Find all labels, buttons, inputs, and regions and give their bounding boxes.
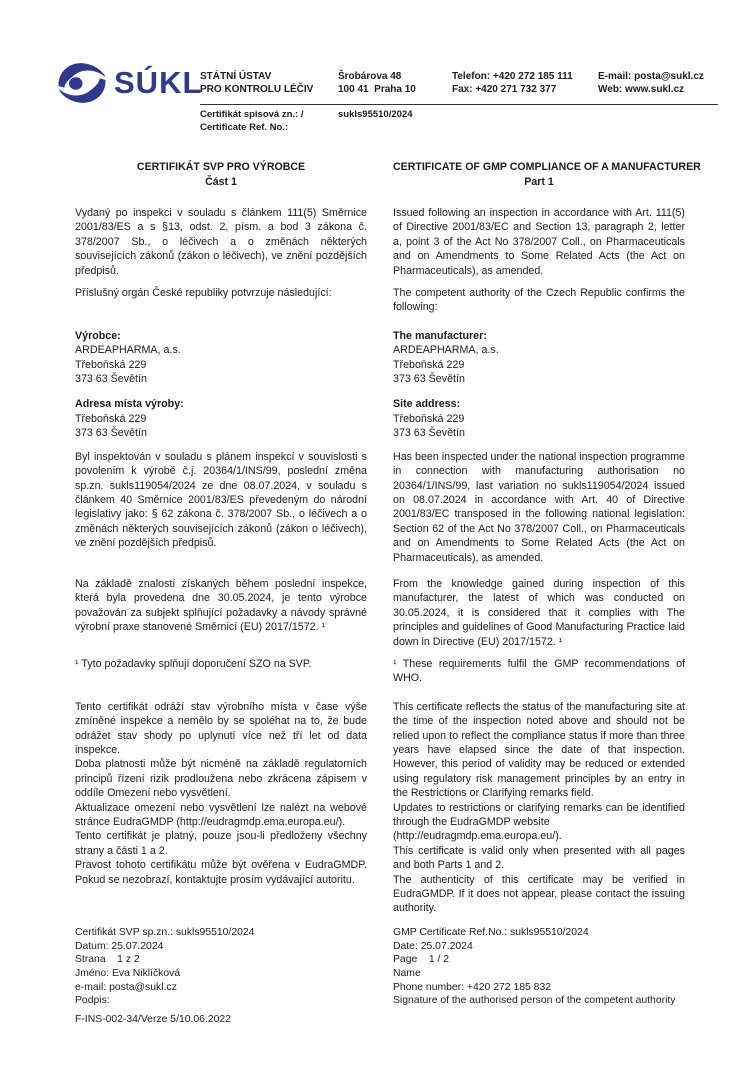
footer-email-cs: e-mail: posta@sukl.cz	[75, 981, 177, 993]
site-label-en: Site address:	[393, 398, 461, 411]
ref-number-labels	[200, 109, 303, 134]
remark-paragraph: This certificate reflects the status of the manufacturing site at the time of the inspection noted above and should not be relied upon to reflect the compliance status if more than three years have elapsed since the date of that inspection. However, this period of validity may be reduced or extended using regulatory risk management principles by an entry in the Restrictions or Clarifying remarks field.	[393, 700, 685, 800]
remark-paragraph: This certificate is valid only when presented with all pages and both Parts 1 and 2.	[393, 844, 685, 872]
manufacturer-street-cs: Třeboňská 229	[75, 358, 147, 371]
signature-footer-row	[75, 926, 685, 1008]
footer-page-en: Page 1 / 2	[393, 954, 450, 966]
fax-line: Fax: +420 271 732 377	[452, 84, 557, 95]
form-code: F-INS-002-34/Verze 5/10.06.2022	[75, 1014, 231, 1026]
remark-paragraph: Aktualizace omezení nebo vysvětlení lze nalézt na webové stránce EudraGMDP (http://eudragmdp.ema.europa.eu/).	[75, 801, 367, 829]
header-divider	[200, 104, 718, 105]
address-city: 100 41 Praha 10	[338, 84, 416, 95]
cert-title-cs: CERTIFIKÁT SVP PRO VÝROBCE	[136, 161, 306, 173]
footer-ref-en: GMP Certificate Ref.No.: sukls95510/2024	[393, 926, 589, 938]
ref-label-cs: Certifikát spisová zn.: /	[200, 109, 304, 120]
certificate-body	[75, 144, 701, 1027]
remark-paragraph: Updates to restrictions or clarifying remarks can be identified through the EudraGMDP website	[393, 801, 685, 829]
footer-name-en: Name	[393, 967, 421, 979]
sukl-swirl-eye-icon	[56, 60, 108, 106]
ref-label-en: Certificate Ref. No.:	[200, 121, 289, 133]
manufacturer-label-cs: Výrobce:	[75, 329, 121, 342]
footnote-row	[75, 657, 685, 686]
inspection-paragraph-en: Has been inspected under the national inspection programme in connection with manufacturing authorisation no 20364/1/INS/99, last variation no sukls119054/2024 issued on 08.07.2024 in accordance with Art. 40 of Directive 2001/83/EC transposed in the following national legislation: Section 62 of the Act No 378/2007 Coll., on Pharmaceuticals and on Amendments to Some Related Acts (the Act on Pharmaceuticals), as amended.	[393, 450, 685, 564]
logo-wordmark: SÚKL	[114, 65, 203, 100]
title-block-cs	[75, 160, 367, 189]
intro-row	[75, 206, 685, 278]
footer-date-en: Date: 25.07.2024	[393, 940, 473, 952]
remark-paragraph: The authenticity of this certificate may be verified in EudraGMDP. If it does not appear, please contact the issuing authority.	[393, 873, 685, 915]
part-label-cs: Část 1	[205, 175, 237, 188]
cert-title-en: CERTIFICATE OF GMP COMPLIANCE OF A MANUFACTURER	[393, 161, 701, 173]
manufacturer-block-en	[393, 329, 685, 387]
institute-name-line2: PRO KONTROLU LÉČIV	[200, 84, 314, 95]
footer-page-cs: Strana 1 z 2	[75, 954, 140, 966]
part-label-en: Part 1	[524, 175, 554, 188]
footer-signature-en: Signature of the authorised person of the competent authority	[393, 995, 676, 1007]
remarks-row	[75, 700, 685, 916]
intro-paragraph-cs: Vydaný po inspekci v souladu s článkem 111(5) Směrnice 2001/83/ES a s §13, odst. 2, písm. a bod 3 zákona č. 378/2007 Sb., o léčivech a o změnách některých souvisejících zákonů (zákon o léčivech), ve znění pozdějších předpisů.	[75, 207, 367, 277]
manufacturer-block-cs	[75, 329, 367, 387]
manufacturer-label-en: The manufacturer:	[393, 329, 487, 342]
footer-ref-cs: Certifikát SVP sp.zn.: sukls95510/2024	[75, 926, 255, 938]
footer-block-en	[393, 926, 685, 1008]
authority-statement-en: The competent authority of the Czech Republic confirms the following:	[393, 287, 685, 314]
site-city-en: 373 63 Ševětín	[393, 427, 465, 440]
institute-name-line1: STÁTNÍ ÚSTAV	[200, 71, 272, 82]
footnote-cs: ¹ Tyto požadavky splňují doporučení SZO na SVP.	[75, 657, 312, 670]
title-block-en	[393, 160, 701, 189]
site-block-en	[393, 397, 685, 440]
manufacturer-city-en: 373 63 Ševětín	[393, 373, 465, 386]
intro-paragraph-en: Issued following an inspection in accordance with Art. 111(5) of Directive 2001/83/EC and Section 13, paragraph 2, letter a, point 3 of the Act No 378/2007 Coll., on Pharmaceuticals and on Amendments to Some Related Acts (the Act on Pharmaceuticals), as amended.	[393, 207, 685, 277]
remarks-block-cs	[75, 700, 367, 916]
manufacturer-name-en: ARDEAPHARMA, a.s.	[393, 344, 499, 357]
site-city-cs: 373 63 Ševětín	[75, 427, 147, 440]
manufacturer-row	[75, 329, 685, 387]
remark-paragraph: Tento certifikát je platný, pouze jsou-li předloženy všechny strany a části 1 a 2.	[75, 830, 367, 857]
institute-name	[200, 70, 313, 96]
site-block-cs	[75, 397, 367, 440]
compliance-row	[75, 577, 685, 649]
footer-signature-cs: Podpis:	[75, 995, 110, 1007]
compliance-paragraph-cs: Na základě znalostí získaných během poslední inspekce, která byla provedena dne 30.05.2024, je tento výrobce považován za subjekt splňující požadavky a návody správné výrobní praxe stanovené Směrnicí (EU) 2017/1572. ¹	[75, 577, 367, 634]
footer-phone-en: Phone number: +420 272 185 832	[393, 981, 552, 993]
authority-row	[75, 286, 685, 315]
site-label-cs: Adresa místa výroby:	[75, 398, 184, 411]
footer-date-cs: Datum: 25.07.2024	[75, 940, 164, 952]
manufacturer-city-cs: 373 63 Ševětín	[75, 373, 147, 386]
email-line: E-mail: posta@sukl.cz	[598, 71, 704, 82]
footer-name-cs: Jméno: Eva Niklíčková	[75, 967, 181, 979]
sukl-logo	[56, 60, 202, 106]
title-row	[75, 160, 701, 189]
form-code-row	[75, 1013, 685, 1027]
letterhead	[0, 58, 755, 136]
manufacturer-street-en: Třeboňská 229	[393, 358, 465, 371]
manufacturer-name-cs: ARDEAPHARMA, a.s.	[75, 344, 181, 357]
address-street: Šrobárova 48	[338, 71, 402, 82]
phone-line: Telefon: +420 272 185 111	[452, 71, 573, 82]
site-address-row	[75, 397, 685, 440]
institute-web-contacts	[598, 70, 704, 96]
remarks-block-en	[393, 700, 685, 916]
footer-block-cs	[75, 926, 367, 1008]
remark-paragraph: Tento certifikát odráží stav výrobního místa v čase výše zmíněné inspekce a nemělo by se spoléhat na to, že bude odrážet stav shody po uplynutí více než tří let od data inspekce.	[75, 700, 367, 756]
footnote-en: ¹ These requirements fulfil the GMP recommendations of WHO.	[393, 657, 685, 685]
site-street-en: Třeboňská 229	[393, 412, 465, 425]
institute-phones	[452, 70, 573, 96]
remark-paragraph: (http://eudragmdp.ema.europa.eu/).	[393, 830, 562, 843]
remark-paragraph: Doba platnosti může být nicméně na základě regulatorních principů řízení rizik prodloužena nebo zkrácena zápisem v oddíle Omezení nebo vysvětlení.	[75, 758, 367, 800]
ref-number-value: sukls95510/2024	[338, 109, 413, 120]
web-line: Web: www.sukl.cz	[598, 84, 685, 95]
inspection-row	[75, 450, 685, 565]
remark-paragraph: Pravost tohoto certifikátu může být ověřena v EudraGMDP. Pokud se nezobrazí, kontaktujte prosím vydávající autoritu.	[75, 859, 367, 886]
inspection-paragraph-cs: Byl inspektován v souladu s plánem inspekcí v souvislosti s povolením k výrobě č.j. 20364/1/INS/99, poslední změna sp.zn. sukls119054/2024 ze dne 08.07.2024, v souladu s článkem 40 Směrnice 2001/83/ES převedeným do národní legislativy jako: § 62 zákona č. 378/2007 Sb., o léčivech a o změnách některých souvisejících zákonů (zákon o léčivech), ve znění pozdějších předpisů.	[75, 450, 367, 550]
institute-address	[338, 70, 416, 96]
site-street-cs: Třeboňská 229	[75, 412, 147, 425]
authority-statement-cs: Příslušný orgán České republiky potvrzuje následující:	[75, 287, 332, 300]
compliance-paragraph-en: From the knowledge gained during inspection of this manufacturer, the latest of which was conducted on 30.05.2024, it is considered that it complies with The principles and guidelines of Good Manufacturing Practice laid down in Directive (EU) 2017/1572. ¹	[393, 577, 685, 648]
